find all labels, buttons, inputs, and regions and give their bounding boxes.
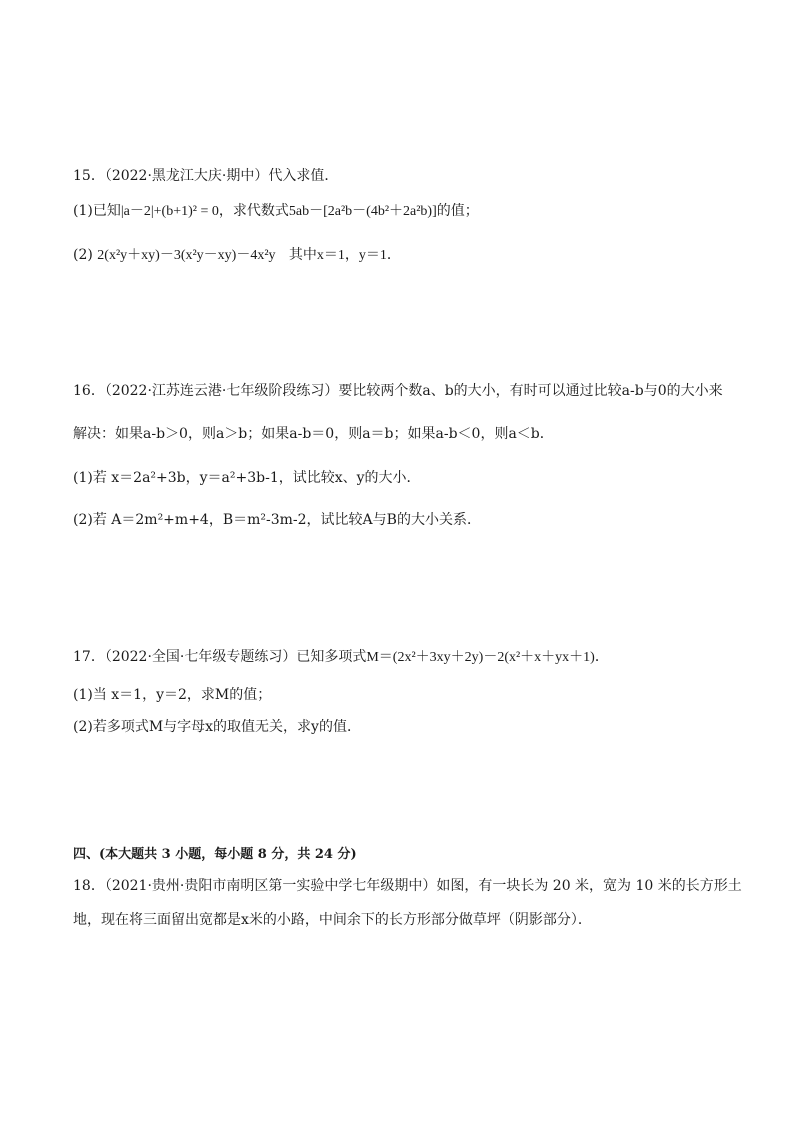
q15-part1-prefix: (1)已知: [73, 203, 121, 219]
q15-header: 15．（2022·黑龙江大庆·期中）代入求值．: [73, 168, 339, 184]
q15-part2-end: ．: [386, 247, 401, 263]
q17-header: [73, 647, 734, 668]
q15-part2: [73, 245, 734, 266]
q18-line2: 地，现在将三面留出宽都是x米的小路，中间余下的长方形部分做草坪（阴影部分）．: [73, 912, 592, 928]
q17-part2: (2)若多项式M与字母x的取值无关，求y的值．: [73, 719, 361, 735]
q16-line2: 解决：如果a-b＞0，则a＞b；如果a-b＝0，则a＝b；如果a-b＜0，则a＜b．: [73, 426, 554, 442]
q15-part1-expression: 5ab－[2a²b－(4b²＋2a²b)]: [288, 204, 437, 219]
q17-header-end: ．: [594, 649, 609, 665]
q16-line1: 16．（2022·江苏连云港·七年级阶段练习）要比较两个数a、b的大小，有时可以通过比较a-b与0的大小来: [73, 383, 723, 399]
q17-header-prefix: 17．（2022·全国·七年级专题练习）已知多项式: [73, 649, 367, 665]
q18-line1: 18．（2021·贵州·贵阳市南明区第一实验中学七年级期中）如图，有一块长为 20 米，宽为 10 米的长方形土: [73, 878, 742, 894]
q16-part2: (2)若 A＝2m²+m+4，B＝m²-3m-2，试比较A与B的大小关系．: [73, 512, 481, 528]
q15-part2-expression: 2(x²y＋xy)－3(x²y－xy)－4x²y: [97, 248, 276, 263]
q15-part2-prefix: (2): [73, 247, 93, 263]
q15-part1: [73, 201, 734, 222]
q15-part2-where: 其中: [288, 247, 317, 263]
q17-part1: (1)当 x＝1，y＝2，求M的值；: [73, 687, 272, 703]
q15-part2-values: x＝1，y＝1: [316, 248, 387, 263]
section-4-title: 四、(本大题共 3 小题，每小题 8 分，共 24 分): [73, 847, 357, 862]
q15-part1-suffix: 的值；: [436, 203, 479, 219]
q15-part1-condition: |a－2|+(b+1)² = 0: [120, 204, 219, 219]
q16-part1: (1)若 x＝2a²+3b，y＝a²+3b-1，试比较x、y的大小．: [73, 470, 421, 486]
q17-polynomial: M＝(2x²＋3xy＋2y)－2(x²＋x＋yx＋1): [366, 650, 595, 665]
q15-part1-mid: ，求代数式: [218, 203, 289, 219]
